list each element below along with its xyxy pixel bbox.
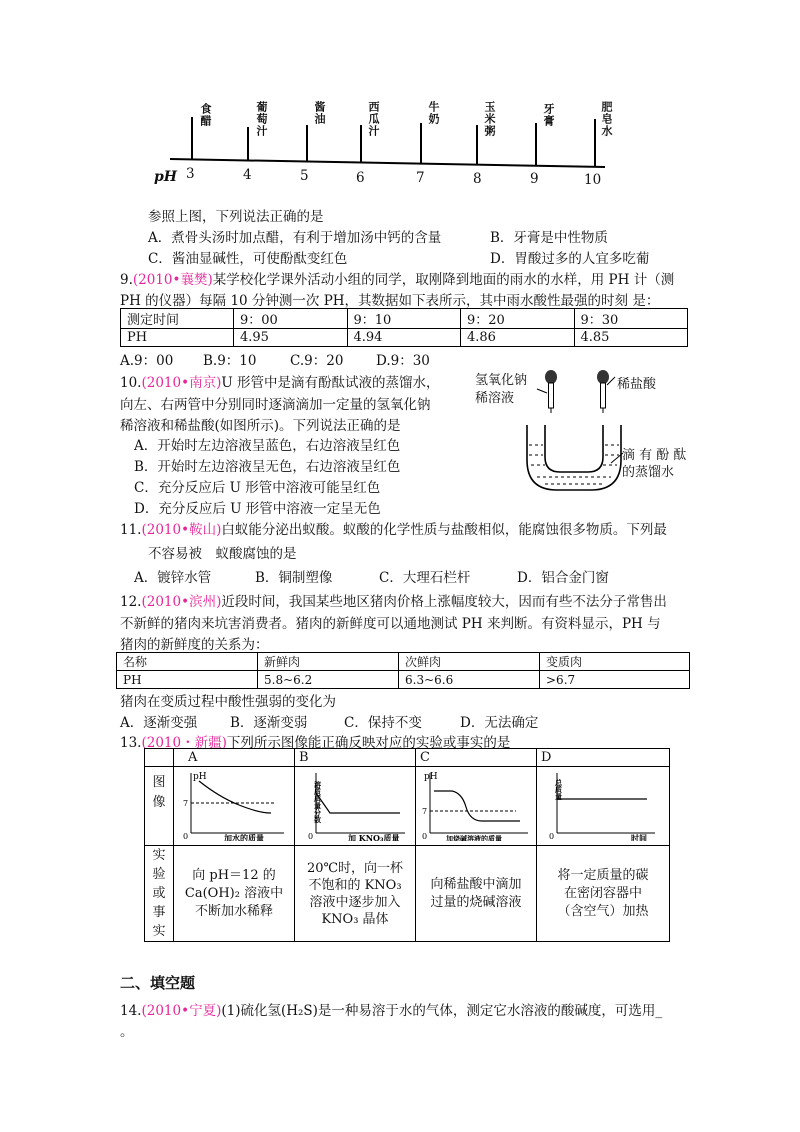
- u-tube-label-naoh-2: 稀溶液: [475, 391, 515, 406]
- q9-option-d: D.9：30: [376, 353, 430, 369]
- q13-graph-c-ref: 7: [422, 807, 428, 816]
- q13-col-a: A: [174, 749, 295, 767]
- q13-text: 下列所示图像能正确反映对应的实验或事实的是: [226, 735, 511, 751]
- q11-option-d: D．铝合金门窗: [517, 570, 609, 586]
- table-cell: 4.94: [347, 329, 461, 347]
- q13-graph-a: [179, 767, 289, 841]
- q14-tail: 。: [120, 1024, 134, 1040]
- ph-tick-6: 6: [356, 170, 365, 186]
- q13-graph-b-xlabel: 加 KNO₃质量: [348, 833, 400, 841]
- q13-graph-d-origin: 0: [549, 832, 555, 841]
- q13-graph-d-ylabel: 总质量: [554, 779, 564, 800]
- q13-exp-d-line: 将一定质量的碳: [557, 867, 649, 883]
- q13-exp-b-line: 不饱和的 KNO₃: [308, 877, 402, 893]
- table-cell: 4.95: [234, 329, 348, 347]
- q10-text3: 稀溶液和稀盐酸(如图所示)。下列说法正确的是: [120, 418, 401, 434]
- q12-source: (2010•滨州): [141, 594, 222, 610]
- table-cell: PH: [117, 671, 258, 689]
- q13-graph-c-xlabel: 加烧碱溶液的质量: [446, 834, 502, 841]
- q13-exp-c: [416, 846, 537, 942]
- ph-tick-4: 4: [243, 167, 252, 183]
- table-cell: 5.8~6.2: [258, 671, 399, 689]
- q10-option-d: D．充分反应后 U 形管中溶液一定呈无色: [134, 501, 381, 517]
- q10-number: 10.: [120, 375, 142, 391]
- q13-graph-c-origin: 0: [422, 832, 428, 841]
- q12-number: 12.: [120, 594, 142, 610]
- table-cell: 6.3~6.6: [399, 671, 540, 689]
- ph-item-vinegar: 食醋: [199, 103, 212, 127]
- q13-exp-b: [295, 846, 416, 942]
- q13-col-d: D: [537, 749, 670, 767]
- ph-tick-5: 5: [300, 168, 309, 184]
- q13-exp-d-line: （含空气）加热: [557, 903, 649, 919]
- q12-text2: 不新鲜的猪肉来坑害消费者。猪肉的新鲜度可以通地测试 PH 来判断。有资料显示，PH 与: [120, 616, 661, 632]
- q11-text2: 不容易被 蚁酸腐蚀的是: [148, 546, 297, 562]
- table-cell: 9：30: [574, 309, 688, 329]
- q9-text2: PH 的仪器）每隔 10 分钟测一次 PH，其数据如下表所示，其中雨水酸性最强的时刻 是：: [120, 293, 660, 309]
- q12-option-a: A．逐渐变强: [120, 715, 198, 731]
- q12-text3: 猪肉的新鲜度的关系为：: [120, 637, 269, 653]
- q13-graph-a-ref: 7: [183, 799, 189, 808]
- q14-line1: [120, 999, 662, 1019]
- q13-exp-a-line: 向 pH＝12 的: [192, 867, 276, 883]
- q9-source: (2010•襄樊): [132, 272, 213, 288]
- q8-option-b: B．牙膏是中性物质: [490, 230, 608, 246]
- table-cell: 变质肉: [540, 653, 690, 671]
- q9-text1: 某学校化学课外活动小组的同学，取刚降到地面的雨水的水样，用 PH 计（测: [212, 272, 675, 288]
- q10-option-a: A．开始时左边溶液呈蓝色，右边溶液呈红色: [134, 438, 401, 454]
- q13-graph-a-ylabel: pH: [193, 772, 207, 782]
- ph-scale-lines: [150, 95, 630, 190]
- q13-graph-c-ylabel: pH: [424, 772, 438, 782]
- q13-graph-c-cell: [416, 767, 537, 846]
- q12-option-c: C．保持不变: [344, 715, 422, 731]
- q9-option-b: B.9：10: [203, 353, 257, 369]
- q13-source: (2010・新疆): [141, 735, 227, 751]
- q13-graph-d-xlabel: 时间: [631, 833, 647, 841]
- q13-graph-a-xlabel: 加水的质量: [224, 833, 264, 841]
- u-tube-label-water-1: 滴 有 酚 酞: [622, 448, 687, 463]
- q13-row-label-exp-text: 实验或事实: [152, 848, 166, 939]
- q13-exp-a-line: 不断加水稀释: [194, 903, 273, 919]
- q11-source: (2010•鞍山): [141, 522, 222, 538]
- ph-item-toothpaste: 牙膏: [542, 103, 555, 127]
- q13-exp-d-line: 在密闭容器中: [563, 885, 642, 901]
- q13-exp-b-line: 20℃时，向一杯: [306, 860, 404, 876]
- q13-exp-c-line: 过量的烧碱溶液: [430, 894, 522, 910]
- q13-row-label-image: [145, 767, 174, 846]
- q10-text2: 向左、右两管中分别同时逐滴滴加一定量的氢氧化钠: [120, 397, 431, 413]
- q12-option-b: B．逐渐变弱: [230, 715, 308, 731]
- q13-graph-d-cell: [537, 767, 670, 846]
- table-row: [121, 309, 688, 329]
- table-cell: 次鲜肉: [399, 653, 540, 671]
- q11-line1: [120, 518, 667, 538]
- table-cell: 9：10: [347, 309, 461, 329]
- section-title-fill-in: 二、填空题: [120, 974, 196, 992]
- q13-number: 13.: [120, 735, 142, 751]
- q12-option-d: D．无法确定: [460, 715, 539, 731]
- q8-stem: 参照上图，下列说法正确的是: [148, 209, 324, 225]
- ph-tick-7: 7: [416, 170, 425, 186]
- q13-col-b: B: [295, 749, 416, 767]
- q13-graph-a-origin: 0: [183, 832, 189, 841]
- u-tube-diagram: [515, 365, 625, 500]
- q8-option-d: D．胃酸过多的人宜多吃葡: [490, 251, 650, 267]
- q11-text1: 白蚁能分泌出蚁酸。蚁酸的化学性质与盐酸相似，能腐蚀很多物质。下列最: [221, 522, 667, 538]
- ph-tick-8: 8: [473, 171, 482, 187]
- ph-item-milk: 牛奶: [427, 101, 440, 125]
- q13-graph-b-cell: [295, 767, 416, 846]
- ph-tick-9: 9: [530, 171, 539, 187]
- q9-number: 9.: [120, 272, 133, 288]
- ph-item-soap-water: 肥皂水: [600, 101, 613, 137]
- table-cell: 测定时间: [121, 309, 234, 329]
- q13-table: [144, 748, 670, 942]
- q9-table: [120, 308, 688, 347]
- u-tube-label-hcl: 稀盐酸: [617, 377, 657, 392]
- table-cell: 新鲜肉: [258, 653, 399, 671]
- q13-graph-a-cell: [174, 767, 295, 846]
- q11-option-a: A．镀锌水管: [134, 570, 212, 586]
- table-cell: 9：00: [234, 309, 348, 329]
- table-cell: 名称: [117, 653, 258, 671]
- u-tube-label-water-2: 的蒸馏水: [622, 465, 675, 480]
- q12-text4: 猪肉在变质过程中酸性强弱的变化为: [120, 694, 336, 710]
- q13-exp-c-line: 向稀盐酸中滴加: [430, 876, 522, 892]
- table-cell: 9：20: [461, 309, 575, 329]
- q13-exp-b-line: KNO₃ 晶体: [321, 911, 389, 927]
- ph-tick-3: 3: [186, 166, 195, 182]
- q9-option-c: C.9：20: [290, 353, 344, 369]
- table-cell: 4.86: [461, 329, 575, 347]
- u-tube-label-naoh-1: 氢氧化钠: [475, 373, 528, 388]
- q12-line1: [120, 590, 667, 610]
- q11-option-c: C．大理石栏杆: [379, 570, 471, 586]
- q14-number: 14.: [120, 1003, 142, 1019]
- table-row: [145, 749, 670, 767]
- q13-graph-d: [543, 767, 663, 841]
- q13-exp-d: [537, 846, 670, 942]
- table-row: [117, 653, 690, 671]
- ph-item-soy-sauce: 酱油: [313, 101, 326, 125]
- q13-graph-b: [300, 767, 410, 841]
- q13-exp-a: [174, 846, 295, 942]
- q13-exp-b-line: 溶液中逐步加入: [309, 894, 401, 910]
- q9-option-a: A.9：00: [120, 353, 174, 369]
- ph-item-corn-porridge: 玉米粥: [483, 101, 496, 137]
- q13-row-label-exp: [145, 846, 174, 942]
- q14-source: (2010•宁夏): [141, 1003, 222, 1019]
- q13-graph-b-origin: 0: [308, 832, 314, 841]
- q11-number: 11.: [120, 522, 142, 538]
- q10-line1: [120, 371, 440, 391]
- table-cell: 4.85: [574, 329, 688, 347]
- q13-graph-c: [416, 767, 536, 841]
- q10-text1: U 形管中是滴有酚酞试液的蒸馏水，: [221, 375, 440, 391]
- q11-option-b: B．铜制塑像: [255, 570, 333, 586]
- ph-tick-10: 10: [584, 172, 602, 188]
- q14-text: (1)硫化氢(H₂S)是一种易溶于水的气体，测定它水溶液的酸碱度，可选用_: [221, 1003, 663, 1019]
- q13-graph-b-ylabel: 溶质质量分数: [313, 781, 323, 823]
- q13-exp-a-line: Ca(OH)₂ 溶液中: [184, 885, 284, 901]
- ph-item-grape-juice: 葡萄汁: [255, 101, 268, 137]
- ph-axis-label: pH: [154, 169, 178, 185]
- q10-option-c: C．充分反应后 U 形管中溶液可能呈红色: [134, 480, 381, 496]
- q13-row-label-image-text: 图像: [152, 775, 166, 810]
- table-row: [121, 329, 688, 347]
- table-row: [117, 671, 690, 689]
- q12-text1: 近段时间，我国某些地区猪肉价格上涨幅度较大，因而有些不法分子常售出: [221, 594, 667, 610]
- q10-option-b: B．开始时左边溶液呈无色，右边溶液呈红色: [134, 459, 401, 475]
- q13-col-c: C: [416, 749, 537, 767]
- table-row: [145, 767, 670, 846]
- q10-source: (2010•南京): [141, 375, 222, 391]
- table-row: [145, 846, 670, 942]
- ph-item-watermelon-juice: 西瓜汁: [367, 101, 380, 137]
- q12-table: [116, 652, 690, 689]
- q8-option-a: A．煮骨头汤时加点醋，有利于增加汤中钙的含量: [148, 230, 442, 246]
- q9-line1: [120, 268, 674, 288]
- table-cell: PH: [121, 329, 234, 347]
- q8-option-c: C．酱油显碱性，可使酚酞变红色: [148, 251, 348, 267]
- table-cell: >6.7: [540, 671, 690, 689]
